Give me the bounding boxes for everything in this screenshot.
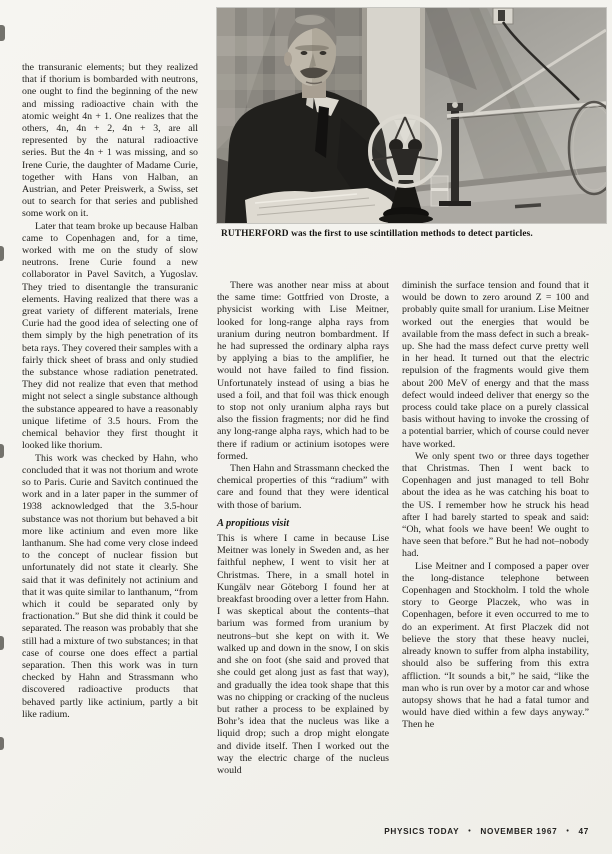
bullet-separator: • — [566, 828, 570, 835]
journal-name: PHYSICS TODAY — [384, 827, 460, 836]
paragraph: Later that team broke up because Halban came to Copenhagen and, for a time, worked with me on the study of slow neutrons. Irene Curie found a new collaborator in Pavel Savitch, a Yugoslav. They tried to disentangle the transuranic elements. Having realized that there was a great variety of different materials, Irene Curie had the good idea of selecting one of them simply by the high penetration of its beta rays. They covered their samples with a fairly thick sheet of brass and only studied the substance whose radiation penetrated. They did not realize that even that method might not select a single substance although the substance appeared to have a reasonably unique lifetime of 3.5 hours. From the chemical behavior they first thought it looked like thorium. — [22, 220, 198, 452]
paragraph: diminish the surface tension and found that it would be down to zero around Z = 100 and probably quite small for uranium. Lise Meitner worked out the energies that would be available from the mass defect in such a break-up. She had the mass defect curve pretty well in her head. It turned out that the electric repulsion of the fragments would give them about 200 MeV of energy and that the mass defect would indeed deliver that energy so the process could take place on a purely classical basis without having to invoke the crossing of a potential barrier, which of course could never have worked. — [402, 280, 589, 450]
scan-mark — [0, 636, 4, 650]
column-left — [22, 62, 198, 721]
section-heading: A propitious visit — [217, 517, 290, 529]
caption-subject: RUTHERFORD — [221, 229, 289, 239]
page-footer — [384, 827, 589, 836]
paragraph: Then Hahn and Strassmann checked the chemical properties of this “radium” with care and found that they were identical with those of barium. — [217, 463, 389, 511]
paragraph: the transuranic elements; but they realized that if thorium is bombarded with neutrons, one ought to find the beginning of the new and missing radioactive chain with the atomic weight 4n + 1. One realizes that the others, 4n, 4n + 2, 4n + 3, are all represented by the natural radioactive series. But the 4n + 1 was missing, and so Irene Curie, the daughter of Madame Curie, together with Hans von Halban, an Austrian, and Peter Preiswerk, a Swiss, set out to search for that series and published some work on it. — [22, 62, 198, 220]
scan-mark — [0, 444, 4, 458]
photo-caption — [221, 229, 605, 239]
bullet-separator: • — [468, 828, 472, 835]
photo-illustration — [217, 8, 606, 223]
paragraph: We only spent two or three days together that Christmas. Then I went back to Copenhagen and just managed to tell Bohr about the idea as he was catching his boat to the US. I remember how he struck his head after I had barely started to speak and said: “Oh, what fools we have been! We ought to have seen that before.” But he had not–nobody had. — [402, 450, 589, 560]
rutherford-photo — [217, 8, 606, 223]
scan-mark — [0, 737, 4, 750]
paragraph: There was another near miss at about the same time: Gottfried von Droste, a physicist working with Lise Meitner, looked for long-range alpha rays from uranium during neutron bombardment. If he had supressed the ordinary alpha rays by applying a bias to the amplifier, he would not have failed to find fission. Unfortunately instead of using a bias he used a foil, and that foil was thick enough to stop not only uranium alpha rays but also the fission fragments; nor did he find any long-range alpha rays, which had to be there if radium or actinium isotopes were formed. — [217, 280, 389, 462]
issue-date: NOVEMBER 1967 — [480, 827, 558, 836]
paragraph: This work was checked by Hahn, who concluded that it was not thorium and wrote so to Paris. Curie and Savitch continued the work and in a later paper in the summer of 1938 acknowledged that the 3.5-hour substance was not thorium but behaved a bit more like actinium and even more like lanthanum. She had come very close indeed to the concept of nuclear fission but unfortunately did not state it clearly. She said that it was definitely not actinium and that it was quite similar to lanthanum, “from which it could be separated only by fractionation.” But she did think it could be separated. The reason was probably that she still had a mixture of two substances; in that case of course one does effect a partial separation. Then this work was in turn checked by Hahn and Strassmann who discovered radioactive products that behaved partly like actinium, partly a bit like radium. — [22, 452, 198, 720]
page-number: 47 — [578, 827, 589, 836]
scan-mark — [0, 246, 4, 261]
column-right — [402, 280, 589, 732]
paragraph: Lise Meitner and I composed a paper over the long-distance telephone between Copenhagen and Stockholm. I told the whole story to George Placzek, who was in Copenhagen, before it even occurred to me to do an experiment. At first Placzek did not believe the story that these heavy nuclei, already known to suffer from alpha instability, should also be suffering from this extra affliction. “It sounds a bit,” he said, “like the man who is run over by a motor car and whose autopsy shows that he had a fatal tumor and would have died within a few days anyway.” Then he — [402, 560, 589, 731]
caption-text: was the first to use scintillation methods to detect particles. — [288, 229, 533, 239]
scan-mark — [0, 25, 5, 41]
column-middle — [217, 280, 389, 777]
paragraph: This is where I came in because Lise Meitner was lonely in Sweden and, as her faithful nephew, I went to visit her at Christmas. There, in a small hotel in Kungälv near Göteborg I found her at breakfast brooding over a letter from Hahn. I was skeptical about the contents–that barium was formed from uranium by neutrons–but she kept on with it. We walked up and down in the snow, I on skis and she on foot (she said and proved that she could get along just as fast that way), and gradually the idea took shape that this was no chipping or cracking of the nucleus but rather a process to be explained by Bohr’s idea that the nucleus was like a liquid drop; such a drop might elongate and divide itself. Then I worked out the way the electric charge of the nucleus would — [217, 533, 389, 776]
